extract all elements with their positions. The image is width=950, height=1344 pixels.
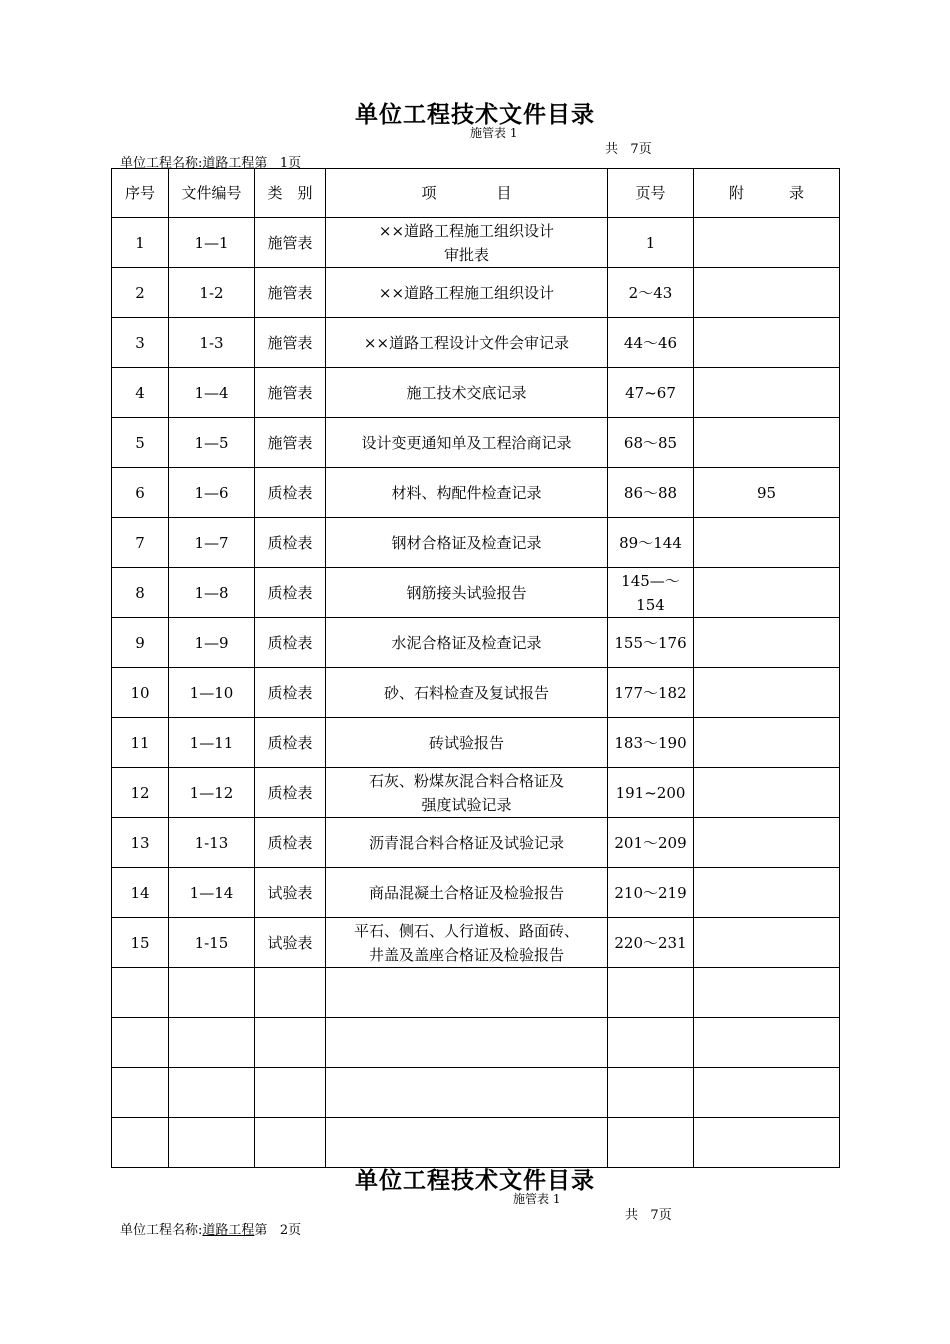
cell-index-text: 7 (135, 533, 145, 552)
cell-index (112, 968, 169, 1018)
cell-item (326, 1068, 608, 1118)
cell-category (255, 568, 326, 618)
cell-file-number-text: 1—11 (189, 733, 234, 752)
cell-appendix (694, 668, 840, 718)
cell-item (326, 418, 608, 468)
table-row (112, 1118, 840, 1168)
cell-index-text: 11 (130, 733, 150, 752)
cell-category (255, 268, 326, 318)
cell-file-number-text: 1—4 (194, 383, 229, 402)
cell-category-text: 试验表 (267, 883, 313, 902)
table-row (112, 968, 840, 1018)
cell-category-text: 施管表 (267, 333, 313, 352)
cell-index (112, 718, 169, 768)
cell-page-number (608, 1068, 694, 1118)
cell-page-number (608, 1018, 694, 1068)
cell-item-text: ××道路工程施工组织设计 审批表 (378, 221, 555, 264)
table-row (112, 818, 840, 868)
cell-item (326, 268, 608, 318)
cell-page-number-text: 47~67 (625, 383, 676, 402)
cell-page-number (608, 468, 694, 518)
header-category: 类 别 (255, 169, 326, 218)
cell-category-text: 试验表 (267, 933, 313, 952)
table-row (112, 218, 840, 268)
table-row (112, 1068, 840, 1118)
cell-category (255, 1068, 326, 1118)
cell-item (326, 718, 608, 768)
cell-index (112, 1018, 169, 1068)
cell-item (326, 768, 608, 818)
cell-item-text: 商品混凝土合格证及检验报告 (368, 883, 564, 902)
cell-page-number-text: 68～85 (623, 433, 678, 452)
cell-category-text: 质检表 (267, 833, 313, 852)
cell-index (112, 368, 169, 418)
cell-item-text: ××道路工程施工组织设计 (378, 283, 555, 302)
total-pages: 共 7页 (605, 142, 652, 157)
cell-category (255, 1118, 326, 1168)
cell-index (112, 568, 169, 618)
cell-item-text: 材料、构配件检查记录 (391, 483, 542, 502)
cell-appendix (694, 868, 840, 918)
cell-file-number-text: 1—9 (194, 633, 229, 652)
cell-page-number-text: 89～144 (619, 533, 682, 552)
cell-page-number (608, 1118, 694, 1168)
cell-item-text: 砂、石料检查及复试报告 (383, 683, 549, 702)
cell-category-text: 质检表 (267, 633, 313, 652)
cell-file-number-text: 1—8 (194, 583, 229, 602)
cell-file-number (169, 718, 255, 768)
cell-category-text: 质检表 (267, 533, 313, 552)
project-info: 单位工程名称:道路工程第 1页 (120, 156, 302, 171)
cell-item (326, 568, 608, 618)
cell-page-number (608, 718, 694, 768)
page2-project-name: 道路工程 (202, 1223, 255, 1238)
cell-index-text: 1 (135, 233, 145, 252)
cell-item (326, 968, 608, 1018)
cell-appendix (694, 718, 840, 768)
file-directory-table (111, 168, 840, 1168)
cell-index (112, 318, 169, 368)
cell-index-text: 4 (135, 383, 145, 402)
header-index: 序号 (112, 169, 169, 218)
table-row (112, 918, 840, 968)
cell-file-number (169, 618, 255, 668)
cell-file-number (169, 318, 255, 368)
table-row (112, 268, 840, 318)
cell-item-text: 设计变更通知单及工程洽商记录 (361, 433, 572, 452)
cell-appendix (694, 818, 840, 868)
cell-index (112, 818, 169, 868)
cell-item (326, 368, 608, 418)
cell-page-number-text: 44～46 (623, 333, 678, 352)
project-name: 道路工程 (202, 156, 255, 171)
table-row (112, 618, 840, 668)
cell-page-number-text: 220～231 (614, 933, 687, 952)
cell-item (326, 668, 608, 718)
cell-page-number (608, 268, 694, 318)
cell-item-text: 施工技术交底记录 (406, 383, 527, 402)
cell-index (112, 418, 169, 468)
cell-page-number (608, 418, 694, 468)
cell-file-number (169, 818, 255, 868)
cell-page-number (608, 568, 694, 618)
cell-item-text: 钢材合格证及检查记录 (391, 533, 542, 552)
cell-page-number-text: 2～43 (628, 283, 673, 302)
cell-appendix (694, 268, 840, 318)
cell-category (255, 918, 326, 968)
cell-category (255, 368, 326, 418)
form-number: 施管表 1 (470, 126, 518, 140)
cell-page-number-text: 1 (645, 233, 656, 252)
cell-index-text: 15 (130, 933, 150, 952)
header-item: 项 目 (326, 169, 608, 218)
cell-item-text: 石灰、粉煤灰混合料合格证及 强度试验记录 (368, 771, 564, 814)
cell-appendix (694, 218, 840, 268)
cell-index-text: 5 (135, 433, 145, 452)
cell-file-number (169, 768, 255, 818)
header-page-number: 页号 (608, 169, 694, 218)
cell-file-number-text: 1-3 (199, 333, 224, 352)
cell-file-number (169, 468, 255, 518)
table-row (112, 668, 840, 718)
cell-index-text: 14 (130, 883, 150, 902)
table-row (112, 868, 840, 918)
cell-item-text: 砖试验报告 (428, 733, 504, 752)
cell-category-text: 质检表 (267, 783, 313, 802)
cell-file-number-text: 1—7 (194, 533, 229, 552)
cell-page-number-text: 201～209 (614, 833, 687, 852)
cell-page-number-text: 177～182 (614, 683, 687, 702)
cell-appendix (694, 918, 840, 968)
cell-appendix (694, 768, 840, 818)
cell-file-number (169, 1018, 255, 1068)
cell-item (326, 868, 608, 918)
page2-form-number: 施管表 1 (513, 1192, 561, 1206)
cell-appendix (694, 1118, 840, 1168)
cell-item (326, 518, 608, 568)
cell-file-number-text: 1—14 (189, 883, 234, 902)
cell-appendix (694, 968, 840, 1018)
cell-item-text: 钢筋接头试验报告 (406, 583, 527, 602)
cell-category (255, 668, 326, 718)
cell-page-number-text: 86～88 (623, 483, 678, 502)
cell-page-number (608, 618, 694, 668)
cell-category (255, 768, 326, 818)
cell-index (112, 668, 169, 718)
table-row (112, 318, 840, 368)
cell-file-number-text: 1-15 (194, 933, 229, 952)
cell-page-number (608, 518, 694, 568)
cell-category (255, 868, 326, 918)
cell-file-number (169, 1068, 255, 1118)
cell-index-text: 3 (135, 333, 145, 352)
cell-file-number-text: 1—1 (194, 233, 229, 252)
cell-appendix (694, 618, 840, 668)
cell-page-number-text: 155～176 (614, 633, 687, 652)
table-row (112, 518, 840, 568)
cell-page-number-text: 183～190 (614, 733, 687, 752)
cell-item (326, 618, 608, 668)
table-row (112, 418, 840, 468)
cell-index (112, 468, 169, 518)
cell-category (255, 818, 326, 868)
cell-category (255, 468, 326, 518)
cell-category-text: 施管表 (267, 433, 313, 452)
cell-page-number (608, 218, 694, 268)
page2-project-info: 单位工程名称:道路工程第 2页 (120, 1223, 302, 1238)
cell-item-text: 沥青混合料合格证及试验记录 (368, 833, 564, 852)
cell-file-number-text: 1—10 (189, 683, 234, 702)
cell-item (326, 218, 608, 268)
cell-category (255, 418, 326, 468)
table-body (112, 169, 840, 1168)
cell-index-text: 8 (135, 583, 145, 602)
cell-item-text: 平石、侧石、人行道板、路面砖、 井盖及盖座合格证及检验报告 (353, 921, 579, 964)
cell-category-text: 质检表 (267, 583, 313, 602)
cell-index-text: 6 (135, 483, 145, 502)
cell-index-text: 12 (130, 783, 150, 802)
cell-appendix (694, 1018, 840, 1068)
cell-page-number (608, 318, 694, 368)
cell-page-number (608, 918, 694, 968)
cell-file-number (169, 418, 255, 468)
header-file-number: 文件编号 (169, 169, 255, 218)
cell-file-number (169, 368, 255, 418)
cell-item (326, 818, 608, 868)
cell-page-number (608, 968, 694, 1018)
cell-category-text: 质检表 (267, 733, 313, 752)
cell-item-text: 水泥合格证及检查记录 (391, 633, 542, 652)
cell-item (326, 918, 608, 968)
cell-appendix (694, 1068, 840, 1118)
cell-page-number-text: 145—～ 154 (621, 571, 680, 614)
cell-index-text: 9 (135, 633, 145, 652)
cell-appendix (694, 468, 840, 518)
cell-file-number (169, 868, 255, 918)
cell-index (112, 868, 169, 918)
cell-index (112, 268, 169, 318)
page2-title: 单位工程技术文件目录 (355, 1168, 595, 1194)
cell-category (255, 518, 326, 568)
cell-category-text: 施管表 (267, 383, 313, 402)
cell-file-number-text: 1—12 (189, 783, 234, 802)
cell-file-number (169, 968, 255, 1018)
cell-file-number (169, 518, 255, 568)
cell-index-text: 13 (130, 833, 150, 852)
cell-index (112, 218, 169, 268)
cell-page-number (608, 768, 694, 818)
cell-page-number-text: 210～219 (614, 883, 687, 902)
cell-file-number (169, 668, 255, 718)
cell-appendix (694, 568, 840, 618)
cell-file-number-text: 1—6 (194, 483, 229, 502)
table-row (112, 1018, 840, 1068)
cell-index-text: 2 (135, 283, 145, 302)
cell-item-text: ××道路工程设计文件会审记录 (363, 333, 570, 352)
cell-file-number-text: 1—5 (194, 433, 229, 452)
cell-item (326, 318, 608, 368)
table-row (112, 568, 840, 618)
cell-file-number (169, 1118, 255, 1168)
cell-appendix (694, 318, 840, 368)
cell-category (255, 218, 326, 268)
cell-file-number (169, 918, 255, 968)
cell-item (326, 468, 608, 518)
cell-file-number (169, 568, 255, 618)
cell-category (255, 968, 326, 1018)
cell-page-number (608, 818, 694, 868)
cell-appendix-text: 95 (756, 483, 777, 502)
table-row (112, 368, 840, 418)
cell-file-number (169, 218, 255, 268)
cell-category (255, 718, 326, 768)
cell-index (112, 618, 169, 668)
table-header-row (112, 169, 840, 218)
cell-category (255, 1018, 326, 1068)
cell-category (255, 618, 326, 668)
cell-item (326, 1018, 608, 1068)
page2-total-pages: 共 7页 (625, 1208, 672, 1223)
cell-page-number-text: 191~200 (615, 783, 686, 802)
table-row (112, 468, 840, 518)
page-title: 单位工程技术文件目录 (355, 102, 595, 128)
cell-page-number (608, 368, 694, 418)
table-row (112, 718, 840, 768)
cell-category-text: 质检表 (267, 683, 313, 702)
cell-file-number-text: 1-13 (194, 833, 229, 852)
cell-category (255, 318, 326, 368)
cell-index (112, 518, 169, 568)
table-row (112, 768, 840, 818)
cell-file-number (169, 268, 255, 318)
cell-category-text: 质检表 (267, 483, 313, 502)
cell-file-number-text: 1-2 (199, 283, 224, 302)
cell-index-text: 10 (130, 683, 150, 702)
header-appendix: 附 录 (694, 169, 840, 218)
cell-appendix (694, 418, 840, 468)
cell-category-text: 施管表 (267, 283, 313, 302)
cell-item (326, 1118, 608, 1168)
cell-index (112, 768, 169, 818)
cell-index (112, 918, 169, 968)
cell-page-number (608, 868, 694, 918)
cell-page-number (608, 668, 694, 718)
cell-index (112, 1068, 169, 1118)
cell-category-text: 施管表 (267, 233, 313, 252)
cell-appendix (694, 518, 840, 568)
cell-index (112, 1118, 169, 1168)
cell-appendix (694, 368, 840, 418)
